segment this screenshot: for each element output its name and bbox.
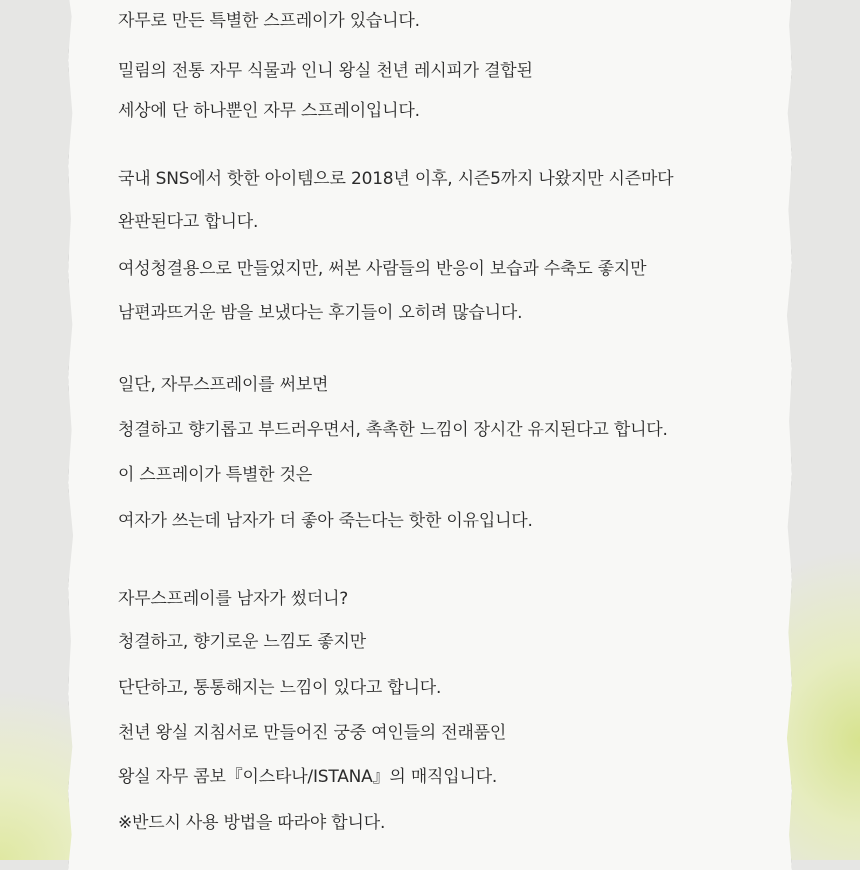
text-line: 여자가 쓰는데 남자가 더 좋아 죽는다는 핫한 이유입니다.	[118, 511, 533, 531]
text-line: 단단하고, 통통해지는 느낌이 있다고 합니다.	[118, 678, 442, 698]
text-line: 청결하고 향기롭고 부드러우면서, 촉촉한 느낌이 장시간 유지된다고 합니다.	[118, 420, 668, 440]
text-line: 자무로 만든 특별한 스프레이가 있습니다.	[118, 11, 420, 31]
text-line: 밀림의 전통 자무 식물과 인니 왕실 천년 레시피가 결합된	[118, 61, 533, 81]
text-line: 이 스프레이가 특별한 것은	[118, 465, 313, 485]
text-line: 왕실 자무 콤보『이스타나/ISTANA』의 매직입니다.	[118, 767, 498, 787]
text-line: ※반드시 사용 방법을 따라야 합니다.	[118, 813, 386, 833]
text-line: 세상에 단 하나뿐인 자무 스프레이입니다.	[118, 101, 420, 121]
text-line: 여성청결용으로 만들었지만, 써본 사람들의 반응이 보습과 수축도 좋지만	[118, 259, 647, 279]
text-line: 청결하고, 향기로운 느낌도 좋지만	[118, 632, 366, 652]
text-line: 완판된다고 합니다.	[118, 212, 259, 232]
text-line: 일단, 자무스프레이를 써보면	[118, 375, 329, 395]
text-line: 천년 왕실 지침서로 만들어진 궁중 여인들의 전래품인	[118, 723, 507, 743]
text-line: 남편과뜨거운 밤을 보냈다는 후기들이 오히려 많습니다.	[118, 303, 523, 323]
text-line: 자무스프레이를 남자가 썼더니?	[118, 589, 349, 609]
text-line: 국내 SNS에서 핫한 아이템으로 2018년 이후, 시즌5까지 나왔지만 시즌마다	[118, 169, 674, 189]
